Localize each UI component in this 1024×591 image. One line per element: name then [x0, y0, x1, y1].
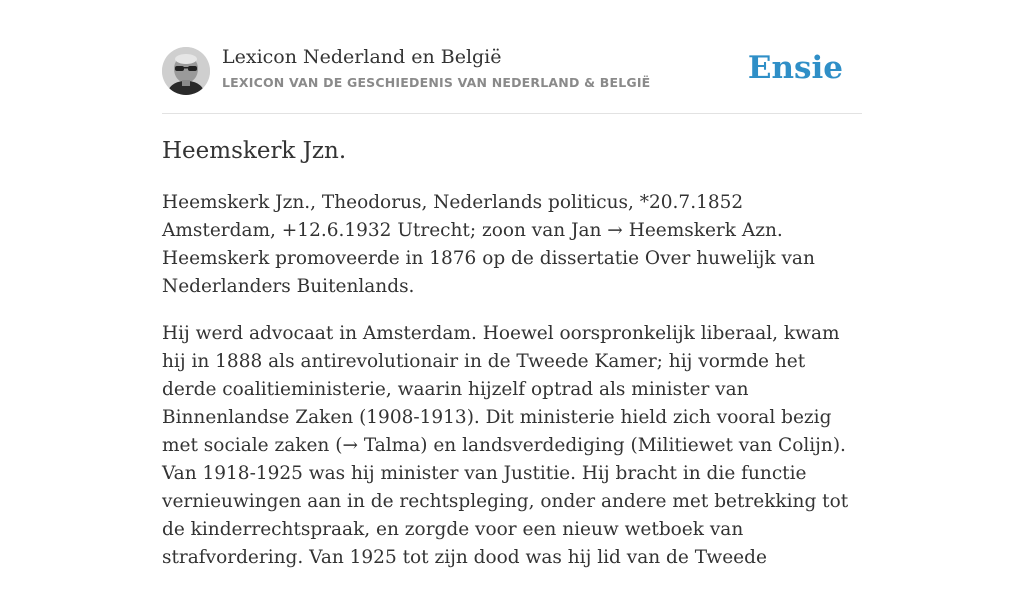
page	[162, 0, 862, 568]
article-paragraph-1: Heemskerk Jzn., Theodorus, Nederlands politicus, *20.7.1852 Amsterdam, +12.6.1932 Utrecht; zoon van Jan → Heemskerk Azn. Heemskerk promoveerde in 1876 op de dissertatie Over huwelijk van Nederlanders Buitenlands.	[162, 192, 815, 297]
article-title: Heemskerk Jzn.	[162, 138, 347, 164]
site-header	[162, 0, 862, 114]
author-avatar[interactable]	[162, 47, 210, 95]
avatar-portrait-icon	[162, 47, 210, 95]
article-body	[162, 189, 862, 591]
article-paragraph-2: Hij werd advocaat in Amsterdam. Hoewel oorspronkelijk liberaal, kwam hij in 1888 als antirevolutionair in de Tweede Kamer; hij vormde het derde coalitieministerie, waarin hijzelf optrad als minister van Binnenlandse Zaken (1908-1913). Dit ministerie hield zich vooral bezig met sociale zaken (→ Talma) en landsverdediging (Militiewet van Colijn). Van 1918-1925 was hij minister van Justitie. Hij bracht in die functie vernieuwingen aan in de rechtspleging, onder andere met betrekking tot de kinderrechtspraak, en zorgde voor een nieuw wetboek van strafvordering. Van 1925 tot zijn dood was hij lid van de Tweede	[162, 323, 849, 568]
site-title[interactable]: Lexicon Nederland en België	[222, 46, 502, 68]
site-subtitle: LEXICON VAN DE GESCHIEDENIS VAN NEDERLAND & BELGIË	[222, 75, 651, 90]
ensie-logo[interactable]: Ensie	[747, 50, 843, 86]
